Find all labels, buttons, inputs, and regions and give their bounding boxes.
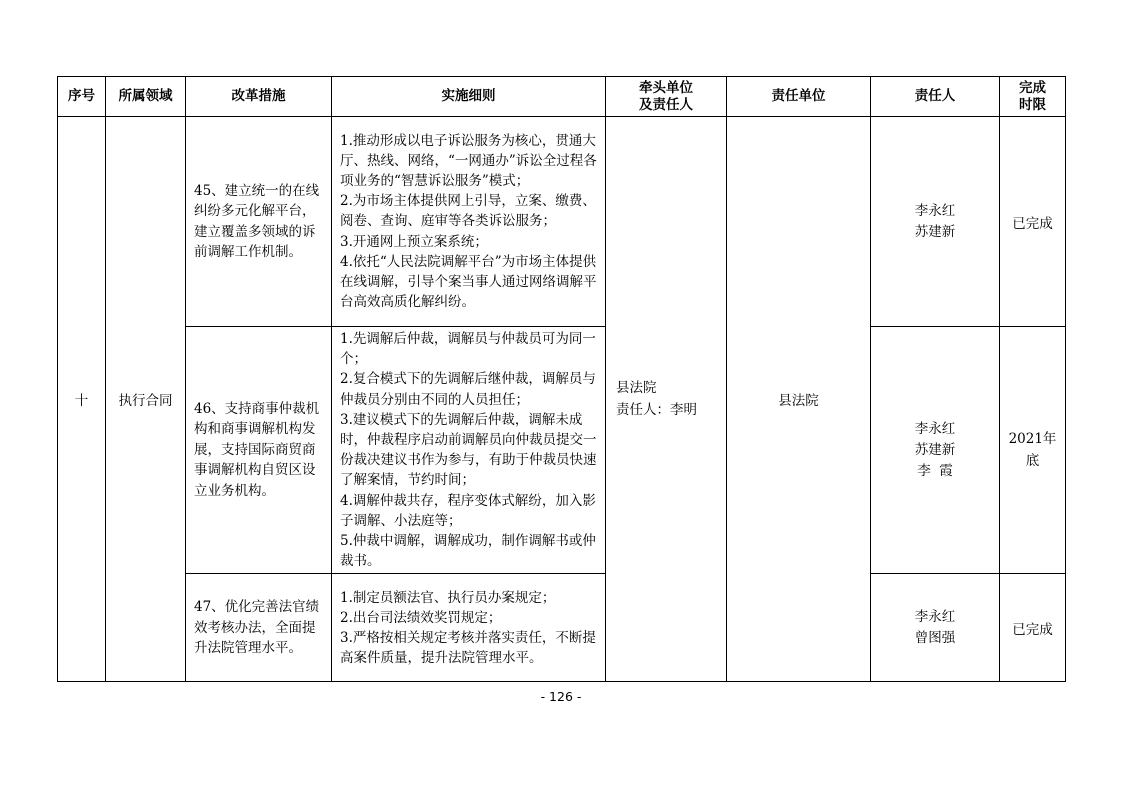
persons-cell (871, 327, 1000, 574)
lead-unit: 县法院 (616, 380, 657, 397)
person-name: 李永红 (914, 420, 956, 437)
persons-cell (871, 574, 1000, 682)
detail-item: 4.依托“人民法院调解平台”为市场主体提供在线调解，引导个案当事人通过网络调解平台高效高质化解纠纷。 (340, 253, 597, 311)
header-deadline: 完成 时限 (1000, 77, 1066, 117)
detail-item: 1.制定员额法官、执行员办案规定； (340, 589, 556, 606)
measure-cell: 47、优化完善法官绩效考核办法，全面提升法院管理水平。 (186, 574, 332, 682)
responsible-unit-cell: 县法院 (727, 117, 871, 682)
table-row (58, 574, 1066, 682)
person-name: 苏建新 (914, 441, 956, 458)
details-cell (332, 574, 606, 682)
deadline-cell: 已完成 (1000, 117, 1066, 327)
detail-item: 2.复合模式下的先调解后继仲裁，调解员与仲裁员分别由不同的人员担任； (340, 371, 596, 408)
person-name: 李永红 (914, 608, 956, 625)
table-header-row (58, 77, 1066, 117)
detail-item: 2.为市场主体提供网上引导，立案、缴费、阅卷、查询、庭审等各类诉讼服务； (340, 193, 596, 230)
reform-measures-table (57, 76, 1066, 682)
detail-item: 4.调解仲裁共存，程序变体式解纷，加入影子调解、小法庭等； (340, 492, 596, 529)
person-name: 李 霞 (917, 462, 953, 479)
measure-cell: 45、建立统一的在线纠纷多元化解平台，建立覆盖多领域的诉前调解工作机制。 (186, 117, 332, 327)
person-name: 李永红 (914, 202, 956, 219)
detail-item: 1.推动形成以电子诉讼服务为核心，贯通大厅、热线、网络，“一网通办”诉讼全过程各项业务的“智慧诉讼服务”模式； (340, 132, 597, 189)
detail-item: 3.开通网上预立案系统； (340, 233, 488, 250)
detail-item: 2.出台司法绩效奖罚规定； (340, 609, 502, 626)
lead-person: 责任人：李明 (616, 402, 697, 419)
header-measure: 改革措施 (186, 77, 332, 117)
detail-item: 3.严格按相关规定考核并落实责任，不断提高案件质量，提升法院管理水平。 (340, 629, 596, 667)
header-details: 实施细则 (332, 77, 606, 117)
table-row (58, 327, 1066, 574)
details-cell (332, 327, 606, 574)
person-name: 苏建新 (914, 223, 956, 240)
detail-item: 1.先调解后仲裁，调解员与仲裁员可为同一个； (340, 331, 596, 368)
header-seq: 序号 (58, 77, 106, 117)
lead-unit-cell (606, 117, 727, 682)
measure-cell: 46、支持商事仲裁机构和商事调解机构发展，支持国际商贸商事调解机构自贸区设立业务机构。 (186, 327, 332, 574)
deadline-cell: 已完成 (1000, 574, 1066, 682)
details-cell (332, 117, 606, 327)
header-lead: 牵头单位 及责任人 (606, 77, 727, 117)
page-number: - 126 - (540, 689, 582, 704)
person-name: 曾图强 (914, 629, 956, 646)
group-seq: 十 (58, 117, 106, 682)
detail-item: 5.仲裁中调解，调解成功，制作调解书或仲裁书。 (340, 533, 596, 570)
persons-cell (871, 117, 1000, 327)
group-field: 执行合同 (106, 117, 186, 682)
deadline-cell: 2021年 底 (1000, 327, 1066, 574)
header-field: 所属领域 (106, 77, 186, 117)
detail-item: 3.建议模式下的先调解后仲裁，调解未成时，仲裁程序启动前调解员向仲裁员提交一份裁决建议书作为参与，有助于仲裁员快速了解案情，节约时间； (340, 411, 597, 489)
header-unit: 责任单位 (727, 77, 871, 117)
table-row (58, 117, 1066, 327)
header-person: 责任人 (871, 77, 1000, 117)
